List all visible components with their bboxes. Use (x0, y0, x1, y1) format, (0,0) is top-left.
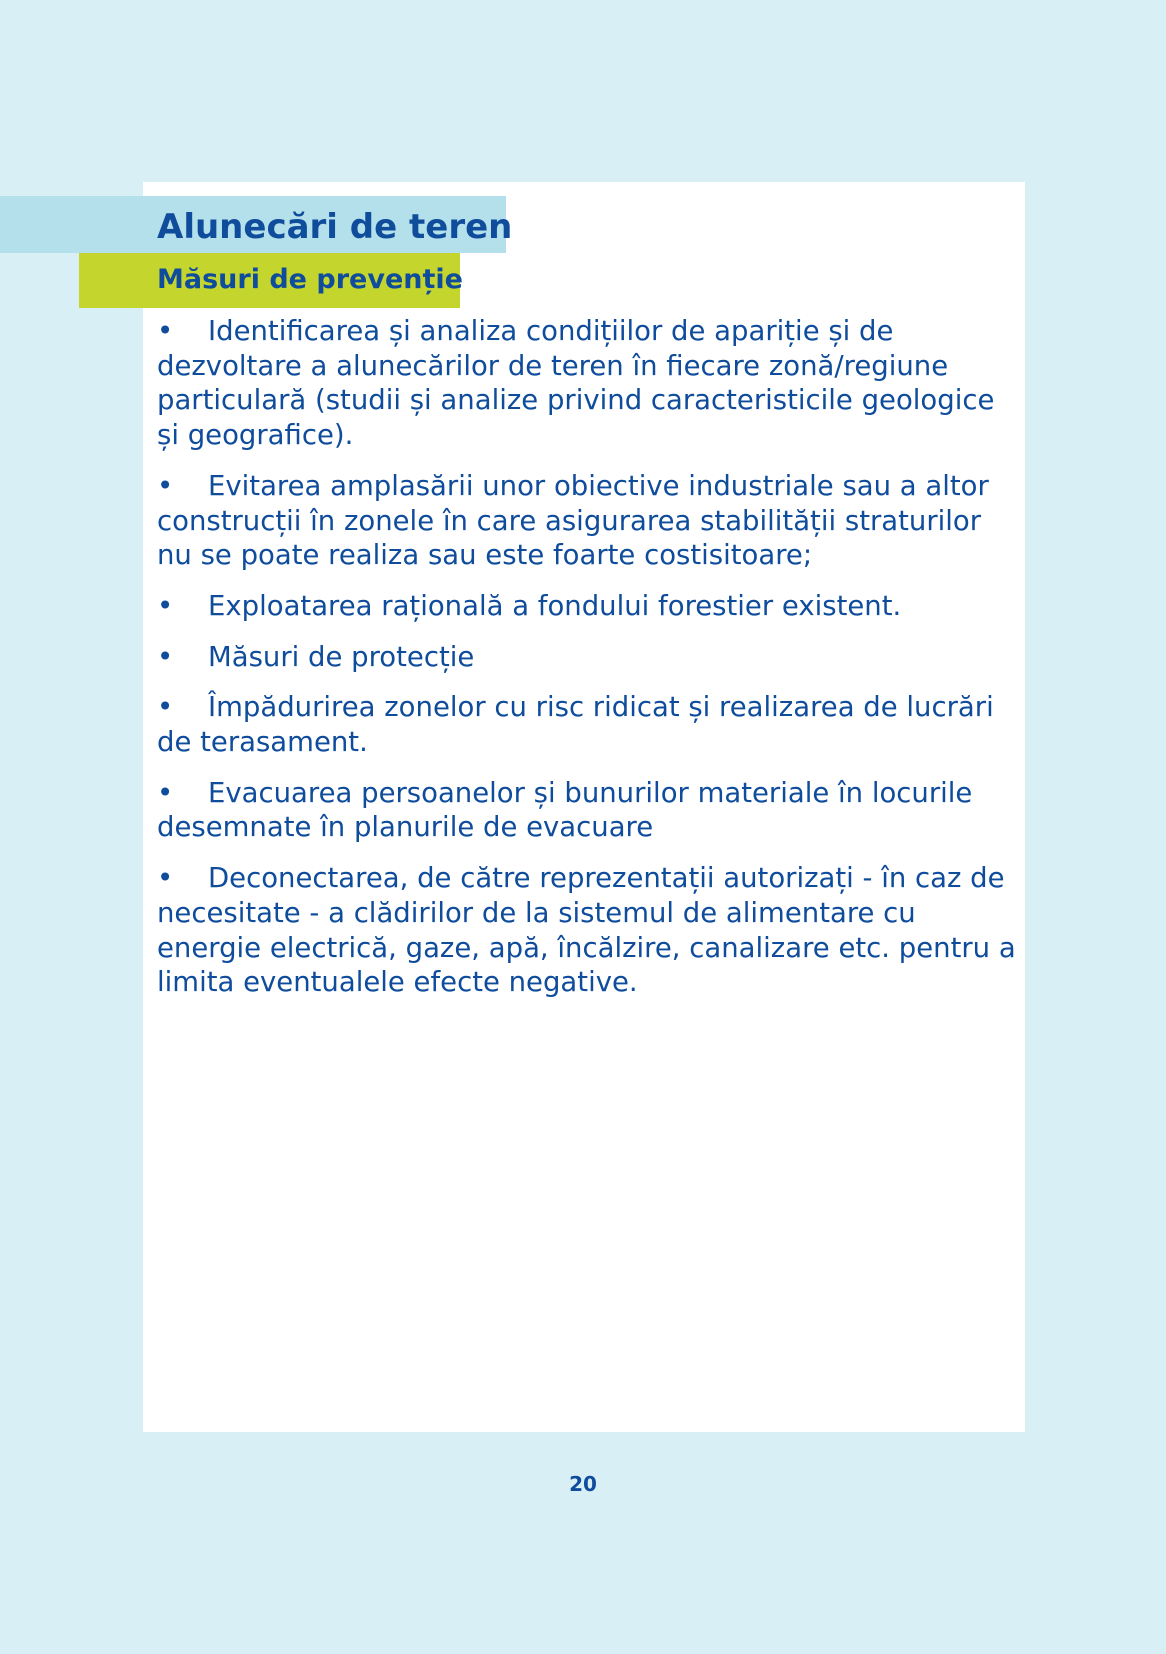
list-item (157, 469, 1017, 573)
list-item (157, 690, 1017, 759)
bullet-icon: • (157, 589, 174, 622)
measures-list (157, 314, 1017, 1016)
list-item-text: Deconectarea, de către reprezentații autorizați - în caz de necesitate - a clădirilor de la sistemul de alimentare cu energie electrică, gaze, apă, încălzire, canalizare etc. pentru a limita eventualele efecte negative. (157, 862, 1016, 999)
list-item (157, 640, 1017, 675)
page-number: 20 (569, 1472, 597, 1496)
list-item (157, 589, 1017, 624)
bullet-icon: • (157, 691, 174, 724)
page-title: Alunecări de teren (157, 207, 513, 247)
list-item-text: Exploatarea rațională a fondului forestier existent. (208, 589, 902, 622)
bullet-icon: • (157, 862, 174, 895)
list-item (157, 314, 1017, 453)
list-item (157, 861, 1017, 1000)
list-item-text: Împădurirea zonelor cu risc ridicat și realizarea de lucrări de terasament. (157, 691, 994, 759)
bullet-icon: • (157, 315, 174, 347)
bullet-icon: • (157, 469, 174, 502)
list-item-text: Evacuarea persoanelor și bunurilor materiale în locurile desemnate în planurile de evacuare (157, 776, 973, 844)
list-item-text: Măsuri de protecție (208, 640, 475, 673)
bullet-icon: • (157, 640, 174, 673)
list-item (157, 776, 1017, 845)
section-subtitle: Măsuri de prevenție (157, 264, 463, 295)
list-item-text: Evitarea amplasării unor obiective industriale sau a altor construcții în zonele în care asigurarea stabilității straturilor nu se poate realiza sau este foarte costisitoare; (157, 469, 989, 572)
bullet-icon: • (157, 776, 174, 809)
list-item-text: Identificarea și analiza condițiilor de apariție și de dezvoltare a alunecărilor de teren în fiecare zonă/regiune particulară (studii și analize privind caracteristicile geologice și geografice). (157, 315, 995, 452)
